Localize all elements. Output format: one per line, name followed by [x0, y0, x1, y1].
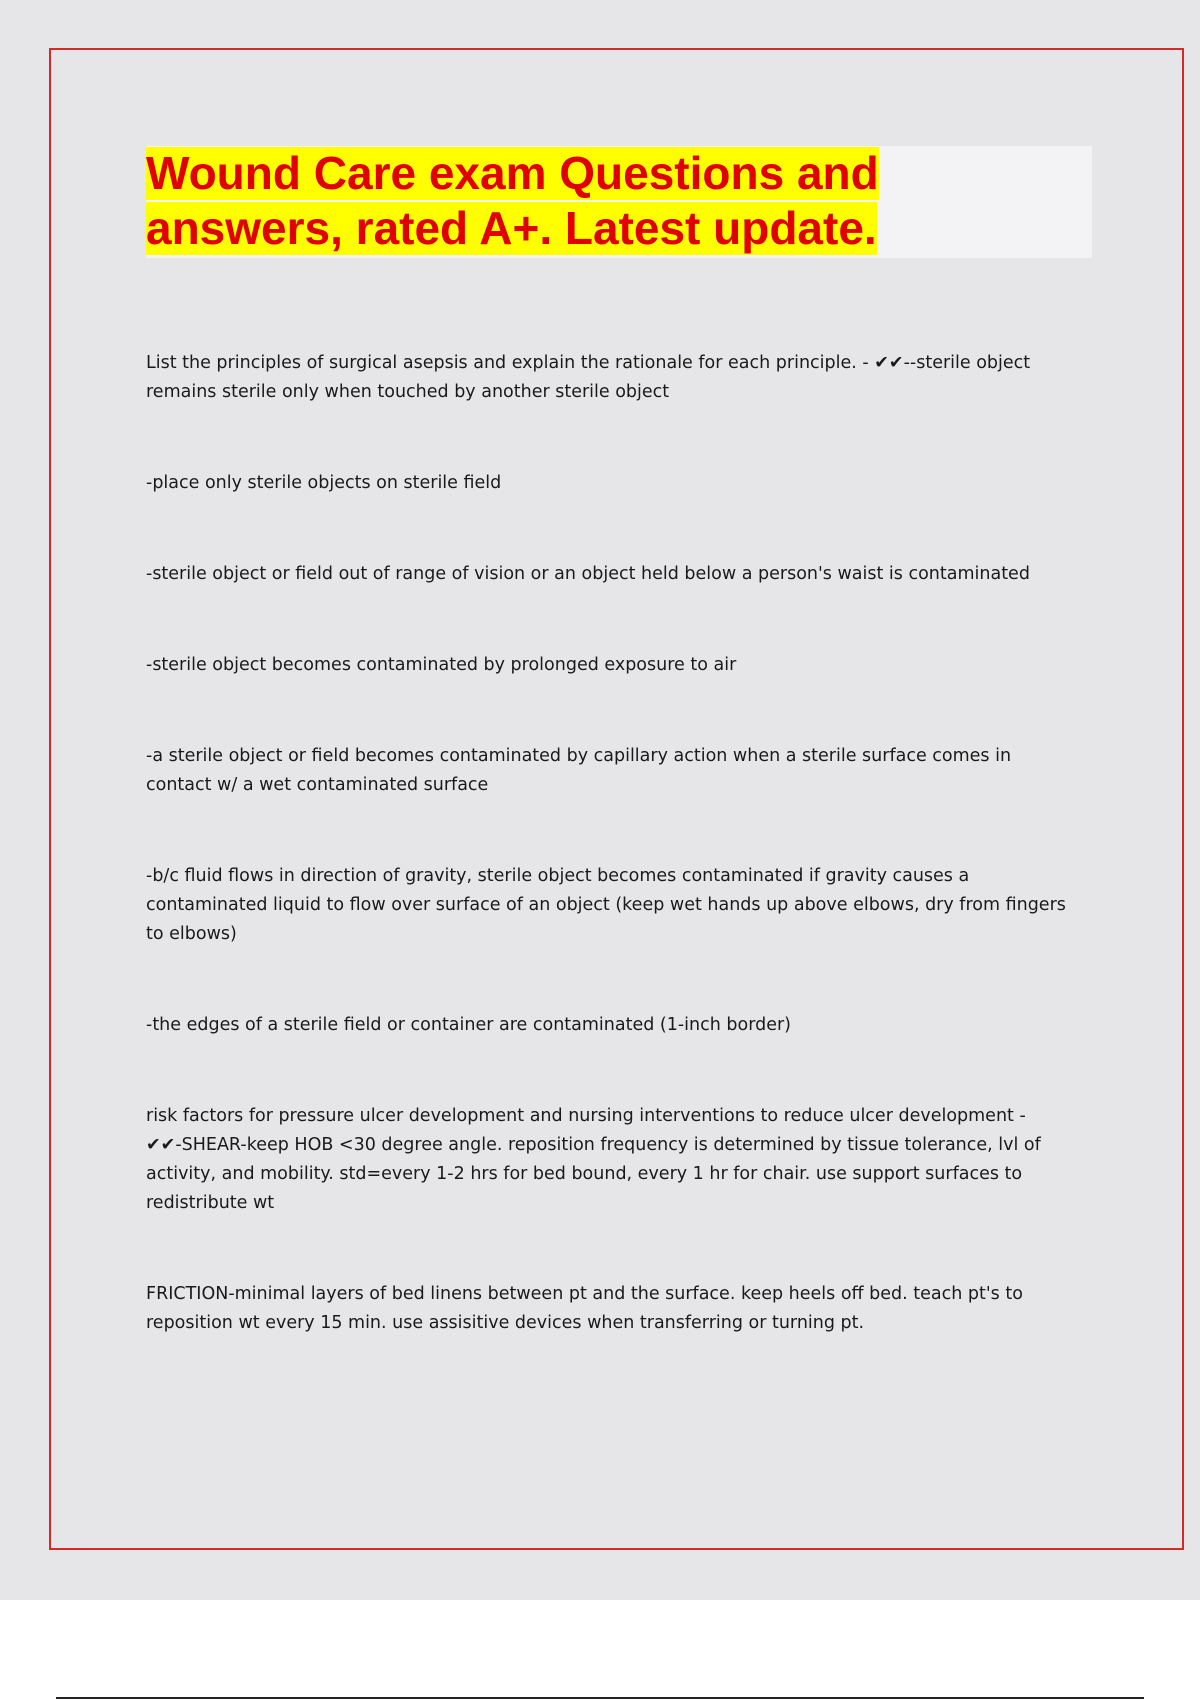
- title-block: [146, 146, 1092, 258]
- paragraph-capillary-action: -a sterile object or field becomes contaminated by capillary action when a sterile surface comes in contact w/ a wet contaminated surface: [146, 746, 1012, 795]
- document-title: [146, 146, 916, 256]
- paragraph-friction: FRICTION-minimal layers of bed linens between pt and the surface. keep heels off bed. teach pt's to reposition wt every 15 min. use assisitive devices when transferring or turning pt.: [146, 1284, 1023, 1333]
- paragraph-surgical-asepsis-question: List the principles of surgical asepsis and explain the rationale for each principle. - ✔✔--sterile object remains sterile only when touched by another sterile object: [146, 353, 1031, 402]
- paragraph-range-of-vision: -sterile object or field out of range of vision or an object held below a person's waist is contaminated: [146, 564, 1030, 584]
- paragraph-exposure-to-air: -sterile object becomes contaminated by prolonged exposure to air: [146, 655, 737, 675]
- footer-rule: [56, 1697, 1144, 1699]
- document-body: [146, 349, 1066, 1338]
- title-highlight: Wound Care exam Questions and answers, rated A+. Latest update.: [146, 147, 879, 254]
- paragraph-gravity: -b/c fluid flows in direction of gravity, sterile object becomes contaminated if gravity causes a contaminated liquid to flow over surface of an object (keep wet hands up above elbows, dry from fingers to elbows): [146, 866, 1066, 944]
- paragraph-pressure-ulcer-question: risk factors for pressure ulcer development and nursing interventions to reduce ulcer development - ✔✔-SHEAR-keep HOB <30 degree angle. reposition frequency is determined by tissue tolerance, lvl of activity, and mobility. std=every 1-2 hrs for bed bound, every 1 hr for chair. use support surfaces to redistribute wt: [146, 1106, 1041, 1213]
- paragraph-edges-contaminated: -the edges of a sterile field or container are contaminated (1-inch border): [146, 1015, 792, 1035]
- paragraph-sterile-objects-field: -place only sterile objects on sterile field: [146, 473, 502, 493]
